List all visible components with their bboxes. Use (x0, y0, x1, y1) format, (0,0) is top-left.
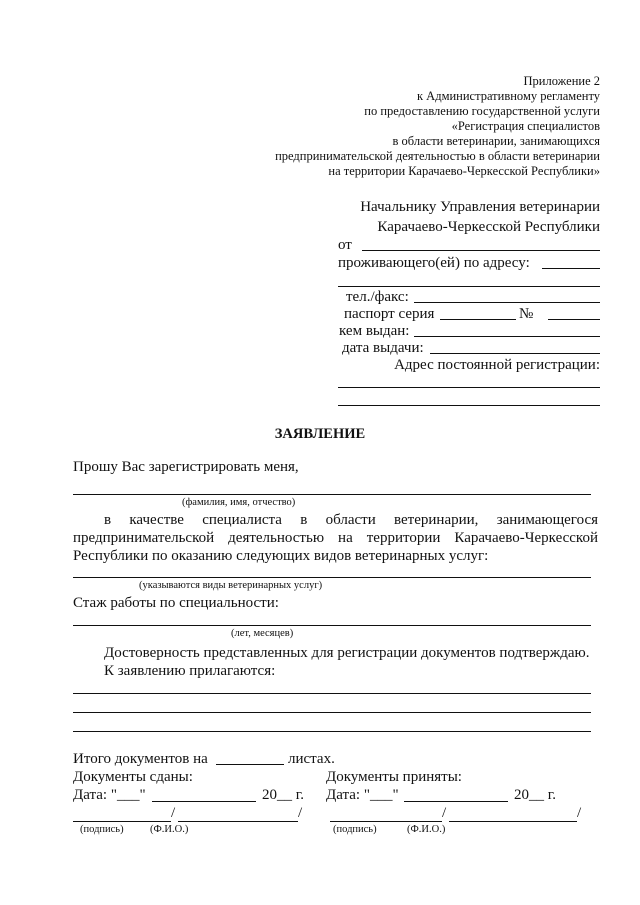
from-field[interactable] (362, 250, 600, 251)
date-left-label: Дата: "___" (73, 787, 146, 803)
attached-label: К заявлению прилагаются: (104, 663, 276, 679)
date-left-month-field[interactable] (152, 801, 256, 802)
passport-series-field[interactable] (440, 319, 516, 320)
slash-left-1: / (171, 805, 176, 821)
signature-right-field[interactable] (330, 821, 442, 822)
attached-field-3[interactable] (73, 731, 591, 732)
signature-hint-left: (подпись) (80, 824, 124, 835)
accepted-label: Документы приняты: (326, 769, 462, 785)
year-left: 20__ г. (262, 787, 304, 803)
residing-label: проживающего(ей) по адресу: (338, 255, 530, 271)
header-line: на территории Карачаево-Черкесской Республики» (328, 164, 600, 178)
fio-hint-right: (Ф.И.О.) (407, 824, 446, 835)
total-prefix: Итого документов на (73, 751, 208, 767)
slash-right-2: / (577, 805, 582, 821)
permanent-address-label: Адрес постоянной регистрации: (394, 357, 600, 373)
addressee-line-1: Начальнику Управления ветеринарии (360, 199, 600, 215)
signature-hint-right: (подпись) (333, 824, 377, 835)
addressee-line-2: Карачаево-Черкесской Республики (377, 219, 600, 235)
issue-date-field[interactable] (430, 353, 600, 354)
passport-label: паспорт серия (344, 306, 435, 322)
issue-date-label: дата выдачи: (342, 340, 424, 356)
number-sign: № (519, 306, 534, 322)
fio-hint-left: (Ф.И.О.) (150, 824, 189, 835)
header-line: Приложение 2 (523, 74, 600, 88)
residing-field-2[interactable] (338, 286, 600, 287)
phone-label: тел./факс: (346, 289, 409, 305)
submitted-label: Документы сданы: (73, 769, 193, 785)
header-line: «Регистрация специалистов (451, 119, 600, 133)
services-field[interactable] (73, 577, 591, 578)
header-line: в области ветеринарии, занимающихся (392, 134, 600, 148)
from-label: от (338, 237, 352, 253)
request-text: Прошу Вас зарегистрировать меня, (73, 459, 299, 475)
signature-left-field[interactable] (73, 821, 171, 822)
paragraph-line-1: в качестве специалиста в области ветеринарии, занимающегося (104, 512, 598, 528)
paragraph-line-3: Республики по оказанию следующих видов ветеринарных услуг: (73, 548, 489, 564)
attached-field-2[interactable] (73, 712, 591, 713)
fio-field[interactable] (73, 494, 591, 495)
date-right-label: Дата: "___" (326, 787, 399, 803)
appendix-header (275, 74, 600, 179)
total-sheets-field[interactable] (216, 764, 284, 765)
permanent-address-field-2[interactable] (338, 405, 600, 406)
confirm-text: Достоверность представленных для регистрации документов подтверждаю. (104, 645, 590, 661)
document-title: ЗАЯВЛЕНИЕ (274, 426, 366, 442)
passport-number-field[interactable] (548, 319, 600, 320)
fio-right-field[interactable] (449, 821, 577, 822)
header-line: по предоставлению государственной услуги (364, 104, 600, 118)
permanent-address-field[interactable] (338, 387, 600, 388)
services-hint: (указываются виды ветеринарных услуг) (139, 580, 323, 591)
header-line: к Административному регламенту (416, 89, 600, 103)
fio-left-field[interactable] (178, 821, 298, 822)
year-right: 20__ г. (514, 787, 556, 803)
issued-by-field[interactable] (414, 336, 600, 337)
slash-right-1: / (442, 805, 447, 821)
paragraph-line-2: предпринимательской деятельностью на территории Карачаево-Черкесской (73, 530, 598, 546)
experience-field[interactable] (73, 625, 591, 626)
experience-label: Стаж работы по специальности: (73, 595, 279, 611)
fio-hint: (фамилия, имя, отчество) (182, 497, 296, 508)
slash-left-2: / (298, 805, 303, 821)
attached-field-1[interactable] (73, 693, 591, 694)
phone-field[interactable] (414, 302, 600, 303)
residing-field[interactable] (542, 268, 600, 269)
experience-hint: (лет, месяцев) (231, 628, 294, 639)
issued-by-label: кем выдан: (339, 323, 410, 339)
date-right-month-field[interactable] (404, 801, 508, 802)
total-suffix: листах. (288, 751, 335, 767)
header-line: предпринимательской деятельностью в области ветеринарии (275, 149, 600, 163)
